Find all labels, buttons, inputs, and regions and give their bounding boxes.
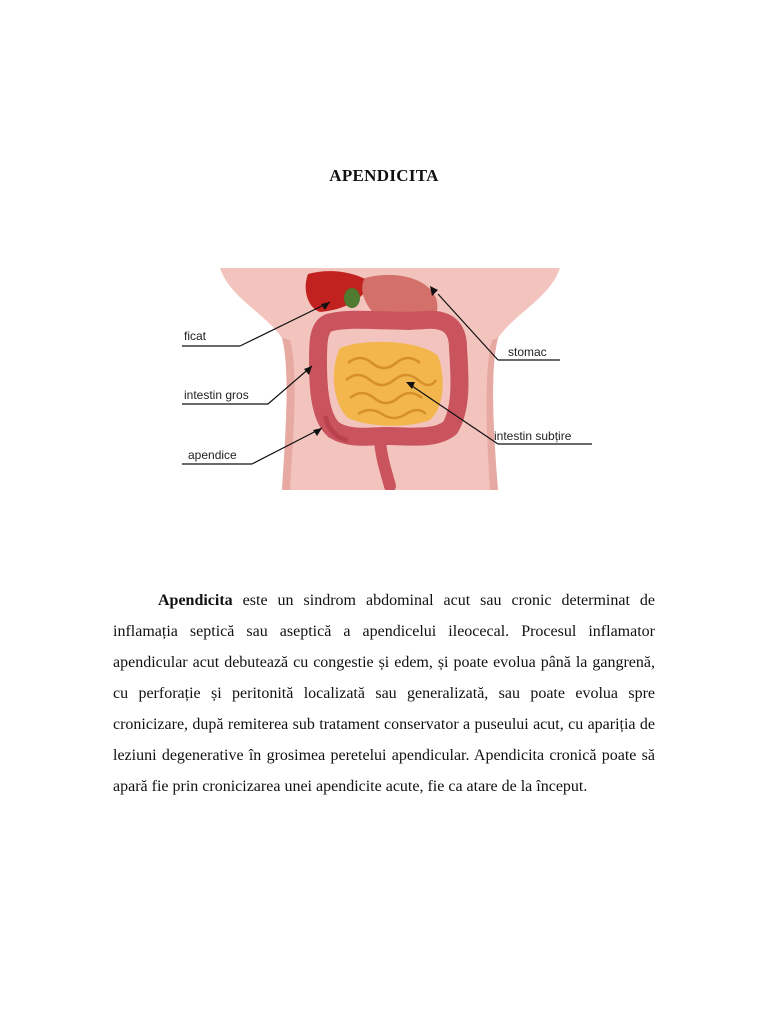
- lead-term: Apendicita: [158, 592, 233, 609]
- label-small-intestine: intestin subțire: [494, 429, 572, 443]
- label-liver: ficat: [184, 329, 207, 343]
- gallbladder-shape: [344, 288, 360, 308]
- label-large-intestine: intestin gros: [184, 388, 249, 402]
- label-appendix: apendice: [188, 448, 237, 462]
- body-paragraph: [113, 585, 655, 802]
- page-title: APENDICITA: [329, 166, 439, 185]
- label-stomach: stomac: [508, 345, 547, 359]
- paragraph-text: este un sindrom abdominal acut sau cronic determinat de inflamația septică sau aseptică a apendicelui ileocecal. Procesul inflamator apendicular acut debutează cu congestie și edem, și poate evolua până la gangrenă, cu perforație și peritonită localizată sau generalizată, sau poate evolua spre cronicizare, după remiterea sub tratament conservator a puseului acut, cu apariția de leziuni degenerative în grosimea peretelui apendicular. Apendicita cronică poate să apară fie prin cronicizarea unei apendicite acute, fie ca atare de la început.: [113, 592, 655, 795]
- digestive-system-diagram: [180, 268, 600, 490]
- anatomy-illustration: [180, 268, 600, 490]
